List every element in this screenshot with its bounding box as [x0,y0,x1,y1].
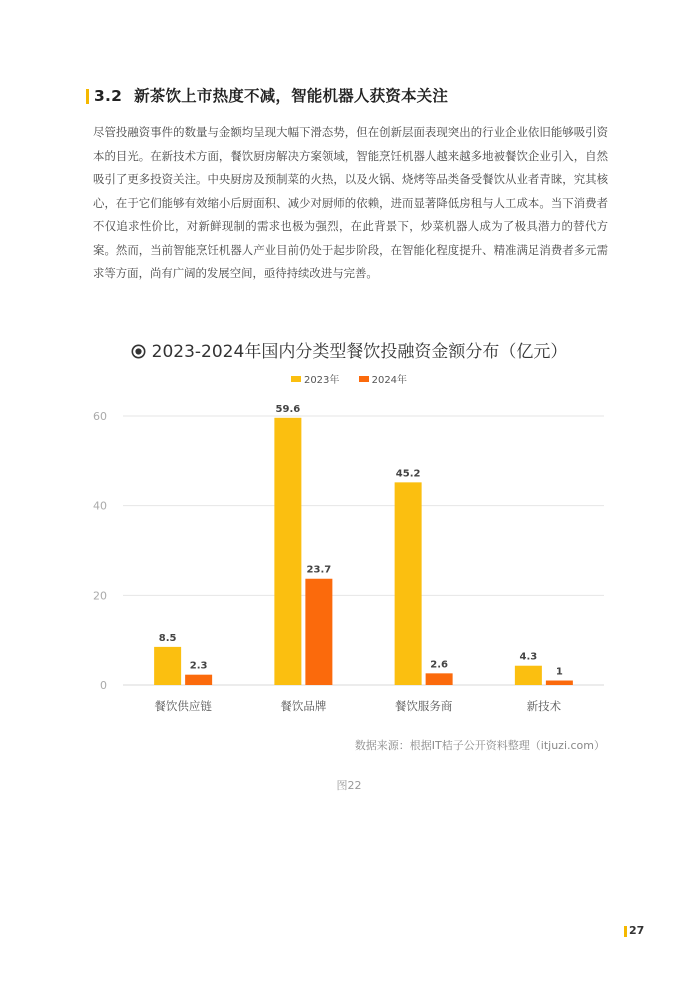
page-number-accent [624,926,627,937]
y-tick-label: 60 [93,410,107,423]
section-title: 新茶饮上市热度不减，智能机器人获资本关注 [134,87,449,105]
bar-data-label: 2.3 [189,660,208,672]
bar-data-label: 8.5 [158,632,177,644]
section-number: 3.2 [94,87,123,105]
y-tick-label: 40 [93,499,107,513]
bar-2024年-餐饮服务商 [426,673,453,685]
page-number: 27 [629,924,645,937]
body-paragraph: 尽管投融资事件的数量与金额均呈现大幅下滑态势，但在创新层面表现突出的行业企业依旧能够吸引资本的目光。在新技术方面，餐饮厨房解决方案领域，智能烹饪机器人越来越多地被餐饮企业引入，自然吸引了更多投资关注。中央厨房及预制菜的火热，以及火锅、烧烤等品类备受餐饮从业者青睐，究其核心，在于它们能够有效缩小后厨面积、减少对厨师的依赖，进而显著降低房租与人工成本。当下消费者不仅追求性价比，对新鲜现制的需求也极为强烈，在此背景下，炒菜机器人成为了极具潜力的替代方案。然而，当前智能烹饪机器人产业目前仍处于起步阶段，在智能化程度提升、精准满足消费者多元需求等方面，尚有广阔的发展空间，亟待持续改进与完善。 [93,125,608,280]
y-tick-label: 0 [100,679,107,692]
chart-title-text: 2023-2024年国内分类型餐饮投融资金额分布（亿元） [151,342,568,362]
bar-data-label: 1 [555,666,563,678]
bar-2023年-新技术 [515,666,542,685]
bar-2023年-餐饮品牌 [274,418,301,685]
legend-label-2023: 2023年 [303,375,340,386]
x-category-label: 新技术 [526,699,562,713]
bar-2024年-新技术 [546,681,573,685]
figure-caption: 图22 [336,779,362,792]
bar-2024年-餐饮品牌 [305,579,332,685]
x-category-label: 餐饮品牌 [280,699,327,713]
bar-data-label: 2.6 [430,659,448,671]
data-source-note: 数据来源：根据IT桔子公开资料整理（itjuzi.com） [354,739,605,752]
bar-2023年-餐饮供应链 [154,647,181,685]
y-tick-label: 20 [93,589,107,603]
bar-2024年-餐饮供应链 [185,675,212,685]
x-category-label: 餐饮供应链 [154,699,212,713]
bar-data-label: 23.7 [306,564,332,576]
bar-data-label: 59.6 [275,403,301,415]
bar-2023年-餐饮服务商 [395,482,422,685]
x-category-label: 餐饮服务商 [394,699,453,713]
bar-data-label: 4.3 [519,651,538,663]
bar-data-label: 45.2 [395,468,421,480]
legend-label-2024: 2024年 [371,375,408,386]
